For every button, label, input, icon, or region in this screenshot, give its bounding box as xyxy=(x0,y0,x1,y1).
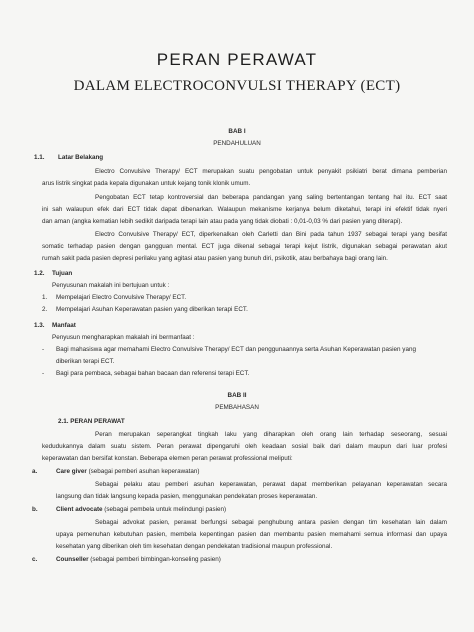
paragraph-line: upaya pemenuhan kebutuhan pasien, membela kepentingan pasien dan membantu pasien memahami semua informasi dan upaya xyxy=(56,531,447,538)
paragraph-line: Sebagai pelaku atau pemberi asuhan keperawatan, perawat dapat memberikan pelayanan keperawatan secara xyxy=(95,481,447,488)
paragraph-line: ini sah walaupun efek dari ECT tidak dapat dibenarkan. Walaupun mekanisme kerjanya belum diketahui, terapi ini efektif tidak nyeri xyxy=(42,206,447,213)
paragraph-line: Sebagai advokat pasien, perawat berfungsi sebagai penghubung antara pasien dengan tim kesehatan lain dalam xyxy=(95,519,447,526)
paragraph-line: Electro Convulsive Therapy/ ECT, diperkenalkan oleh Carletti dan Bini pada tahun 1937 sebagai terapi yang besifat xyxy=(95,231,447,238)
list-marker: - xyxy=(42,370,45,377)
role-description: (sebagai pembela untuk melindungi pasien) xyxy=(104,506,227,513)
title-line-2: DALAM ELECTROCONVULSI THERAPY (ECT) xyxy=(73,78,401,94)
list-item: Mempelajari Electro Convulsive Therapy/ ECT. xyxy=(56,294,187,301)
role-description: (sebagai pemberi asuhan keperawatan) xyxy=(88,468,200,475)
paragraph-line: kesehatan yang diberikan oleh tim kesehatan dengan pendekatan tradisional maupun professional. xyxy=(56,543,333,550)
role-heading xyxy=(56,468,200,476)
role-heading xyxy=(56,506,226,514)
paragraph-line: kedudukannya dalam suatu sistem. Peran perawat dipengaruhi oleh keadaan sosial baik dari dalam maupun dari luar profesi xyxy=(42,443,447,450)
title-line-1: PERAN PERAWAT xyxy=(156,50,318,69)
paragraph-line: rumah sakit pada pasien depresi perilaku yang agitasi atau pasien yang bunuh diri, psikotik, atau berbahaya bagi orang lain. xyxy=(42,255,388,262)
paragraph-line: Peran merupakan seperangkat tingkah laku yang diharapkan oleh orang lain terhadap seseorang, sesuai xyxy=(95,431,447,438)
role-term: Client advocate xyxy=(56,506,103,513)
chapter-title: PEMBAHASAN xyxy=(215,404,259,411)
paragraph-line: Pengobatan ECT tetap kontroversial dan beberapa pandangan yang saling bertentangan tentang hal itu. ECT saat xyxy=(95,194,447,201)
paragraph-line: keperawatan dan bersifat konstan. Beberapa elemen peran perawat professional meliputi: xyxy=(42,455,293,462)
paragraph-line: Penyusun mengharapkan makalah ini bermanfaat : xyxy=(52,334,195,341)
list-marker: a. xyxy=(32,468,38,475)
chapter-label: BAB I xyxy=(228,128,246,135)
list-marker: 2. xyxy=(42,306,48,313)
chapter-label: BAB II xyxy=(227,392,247,399)
role-term: Counseller xyxy=(56,556,89,563)
section-number: 1.1. xyxy=(34,154,45,161)
paragraph-line: arus listrik singkat pada kepala digunakan untuk kejang tonik klonik umum. xyxy=(42,180,251,187)
paragraph-line: dan aman (angka kematian lebih sedikit daripada terapi lain atau pada yang tidak diobati : 0,01-0,03 % dari pasien yang diterapi). xyxy=(42,218,403,225)
section-heading: Manfaat xyxy=(52,322,76,329)
list-item: Bagi mahasiswa agar memahami Electro Convulsive Therapy/ ECT dan penggunaannya serta Asuhan Keperawatan pasien yang xyxy=(56,346,416,353)
section-heading: 2.1. PERAN PERAWAT xyxy=(58,418,125,425)
section-number: 1.2. xyxy=(34,270,45,277)
list-marker: c. xyxy=(32,556,38,563)
list-item: Mempelajari Asuhan Keperawatan pasien yang diberikan terapi ECT. xyxy=(56,306,248,313)
list-marker: 1. xyxy=(42,294,48,301)
paragraph-line: somatic terhadap pasien dengan gangguan mental. ECT juga dikenal sebagai terapi kejut listrik, digunakan sebagai perawatan akut xyxy=(42,243,447,250)
section-heading: Latar Belakang xyxy=(58,154,104,161)
list-marker: - xyxy=(42,346,45,353)
list-item-continued: diberikan terapi ECT. xyxy=(56,358,115,365)
section-number: 1.3. xyxy=(34,322,45,329)
section-heading: Tujuan xyxy=(52,270,73,277)
list-item: Bagi para pembaca, sebagai bahan bacaan dan referensi terapi ECT. xyxy=(56,370,250,377)
chapter-title: PENDAHULUAN xyxy=(213,140,261,147)
role-description: (sebagai pemberi bimbingan-konseling pasien) xyxy=(90,556,221,563)
paragraph-line: Penyusunan makalah ini bertujuan untuk : xyxy=(52,282,170,289)
paragraph-line: langsung dan tidak langsung kepada pasien, menggunakan pendekatan proses keperawatan. xyxy=(56,493,318,500)
paragraph-line: Electro Convulsive Therapy/ ECT merupakan suatu pengobatan untuk penyakit psikiatri berat dimana pemberian xyxy=(95,168,447,175)
list-marker: b. xyxy=(32,506,38,513)
role-term: Care giver xyxy=(56,468,87,475)
role-heading xyxy=(56,556,221,564)
